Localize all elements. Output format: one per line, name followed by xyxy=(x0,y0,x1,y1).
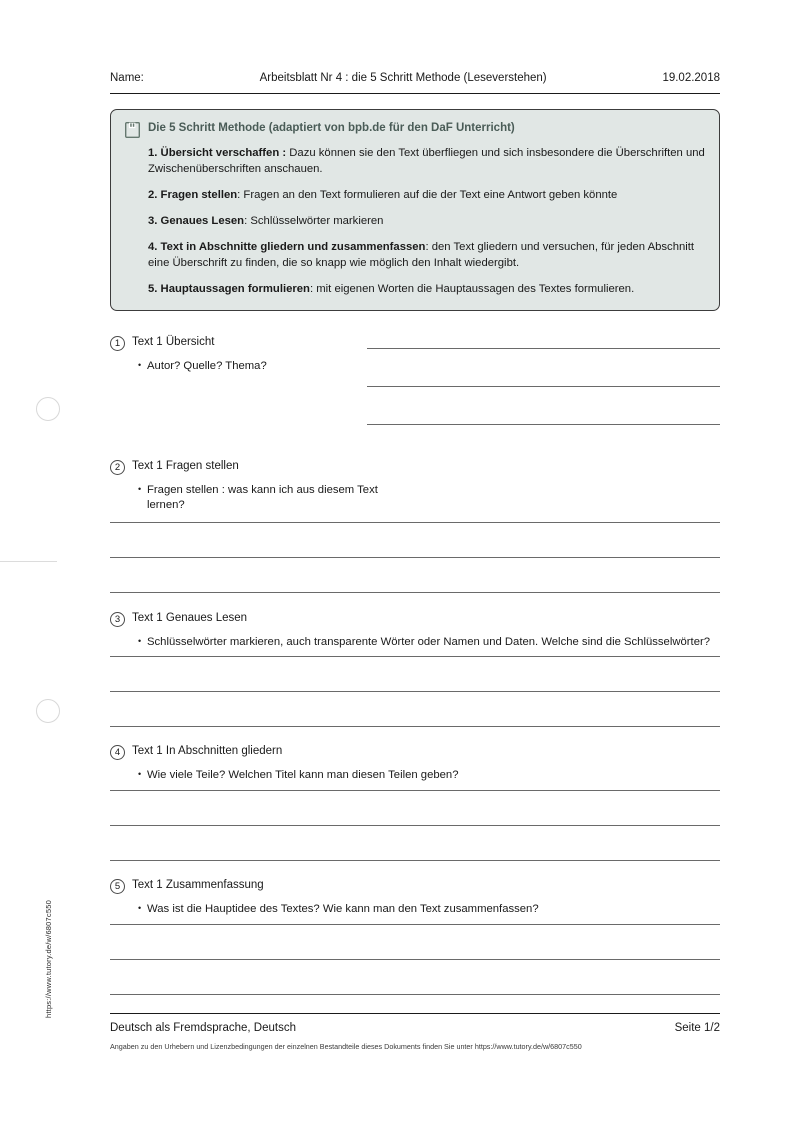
task-3 xyxy=(110,611,720,727)
footer-license-note: Angaben zu den Urhebern und Lizenzbedingungen der einzelnen Bestandteile dieses Dokuments finden Sie unter https://www.tutory.de/w/6807c550 xyxy=(110,1042,582,1052)
method-infobox xyxy=(110,109,720,311)
infobox-step-label: 4. Text in Abschnitte gliedern und zusammenfassen xyxy=(148,241,426,254)
answer-line[interactable] xyxy=(110,726,720,727)
book-quote-icon xyxy=(125,122,140,138)
footer-row xyxy=(110,1022,720,1034)
infobox-step xyxy=(148,213,705,229)
answer-line[interactable] xyxy=(110,790,720,791)
task-4 xyxy=(110,744,720,861)
fold-mark xyxy=(0,561,57,562)
infobox-step-text: Dazu können sie den Text überfliegen und sich insbesondere die Überschriften und Zwischenüberschriften anschauen. xyxy=(148,147,705,176)
answer-line[interactable] xyxy=(367,424,720,425)
task-title: Text 1 Fragen stellen xyxy=(132,460,239,473)
task-bullet: • Was ist die Hauptidee des Textes? Wie kann man den Text zusammenfassen? xyxy=(138,902,720,917)
task-2 xyxy=(110,459,720,593)
task-1 xyxy=(110,335,720,437)
answer-line[interactable] xyxy=(110,656,720,657)
task-bullet xyxy=(138,483,417,514)
infobox-step-label: 3. Genaues Lesen xyxy=(148,215,245,228)
task-bullet-text: Fragen stellen : was kann ich aus diesem Text lernen? xyxy=(147,484,378,512)
task-number: 1 xyxy=(110,336,125,351)
answer-line[interactable] xyxy=(110,691,720,692)
task-title: Text 1 Übersicht xyxy=(132,336,215,349)
answer-lines[interactable] xyxy=(110,924,720,995)
answer-line[interactable] xyxy=(110,994,720,995)
task-header xyxy=(110,878,720,894)
task-number: 2 xyxy=(110,460,125,475)
margin-source-url: https://www.tutory.de/w/6807c550 xyxy=(44,900,53,1018)
task-title: Text 1 Genaues Lesen xyxy=(132,611,248,624)
name-field-label: Name: xyxy=(110,72,144,84)
answer-line[interactable] xyxy=(110,924,720,925)
punch-hole-top xyxy=(36,397,60,421)
answer-line[interactable] xyxy=(367,348,720,349)
header-date: 19.02.2018 xyxy=(662,72,720,84)
answer-line[interactable] xyxy=(110,860,720,861)
infobox-header xyxy=(125,121,705,138)
answer-line[interactable] xyxy=(110,557,720,558)
infobox-body xyxy=(148,145,705,297)
task-5 xyxy=(110,878,720,995)
answer-line[interactable] xyxy=(367,386,720,387)
footer-subject: Deutsch als Fremdsprache, Deutsch xyxy=(110,1022,296,1035)
task-number: 5 xyxy=(110,879,125,894)
task-header xyxy=(110,459,720,475)
page-title: Arbeitsblatt Nr 4 : die 5 Schritt Methode (Leseverstehen) xyxy=(259,72,547,84)
infobox-step xyxy=(148,145,705,177)
task-title: Text 1 In Abschnitten gliedern xyxy=(132,744,283,757)
task-bullet xyxy=(138,635,712,650)
task-number: 3 xyxy=(110,612,125,627)
task-number: 4 xyxy=(110,745,125,760)
answer-line[interactable] xyxy=(110,959,720,960)
infobox-step xyxy=(148,239,705,271)
footer-page-number: Seite 1/2 xyxy=(674,1022,720,1035)
infobox-step-text: : den Text gliedern und versuchen, für jeden Abschnitt eine Überschrift zu finden, die so knapp wie möglich den Inhalt wiedergibt. xyxy=(148,241,695,270)
task-header xyxy=(110,744,720,760)
task-title: Text 1 Zusammenfassung xyxy=(132,879,264,892)
page-header xyxy=(110,0,720,84)
infobox-title: Die 5 Schritt Methode (adaptiert von bpb.de für den DaF Unterricht) xyxy=(148,122,515,134)
infobox-step-text: : Schlüsselwörter markieren xyxy=(244,215,384,228)
answer-lines[interactable] xyxy=(110,522,720,593)
infobox-step-label: 1. Übersicht verschaffen : xyxy=(148,147,287,159)
answer-lines[interactable] xyxy=(110,790,720,861)
page-footer xyxy=(110,1013,720,1051)
answer-lines[interactable] xyxy=(367,348,720,425)
answer-line[interactable] xyxy=(110,592,720,593)
infobox-step-label: 5. Hauptaussagen formulieren xyxy=(148,283,310,296)
answer-lines[interactable] xyxy=(110,656,720,727)
infobox-step-label: 2. Fragen stellen xyxy=(148,189,238,202)
task-bullet: • Autor? Quelle? Thema? xyxy=(138,359,720,374)
worksheet-page xyxy=(110,0,720,1052)
task-header xyxy=(110,611,720,627)
infobox-step xyxy=(148,187,705,203)
infobox-step-text: : Fragen an den Text formulieren auf die der Text eine Antwort geben könnte xyxy=(237,189,618,202)
task-bullet-text: Schlüsselwörter markieren, auch transparente Wörter oder Namen und Daten. Welche sind die Schlüsselwörter? xyxy=(147,635,711,648)
punch-hole-bottom xyxy=(36,699,60,723)
infobox-step xyxy=(148,281,705,297)
infobox-step-text: : mit eigenen Worten die Hauptaussagen des Textes formulieren. xyxy=(309,283,635,296)
header-divider xyxy=(110,93,720,94)
answer-line[interactable] xyxy=(110,522,720,523)
footer-divider xyxy=(110,1013,720,1014)
task-bullet: • Wie viele Teile? Welchen Titel kann man diesen Teilen geben? xyxy=(138,768,720,783)
answer-line[interactable] xyxy=(110,825,720,826)
